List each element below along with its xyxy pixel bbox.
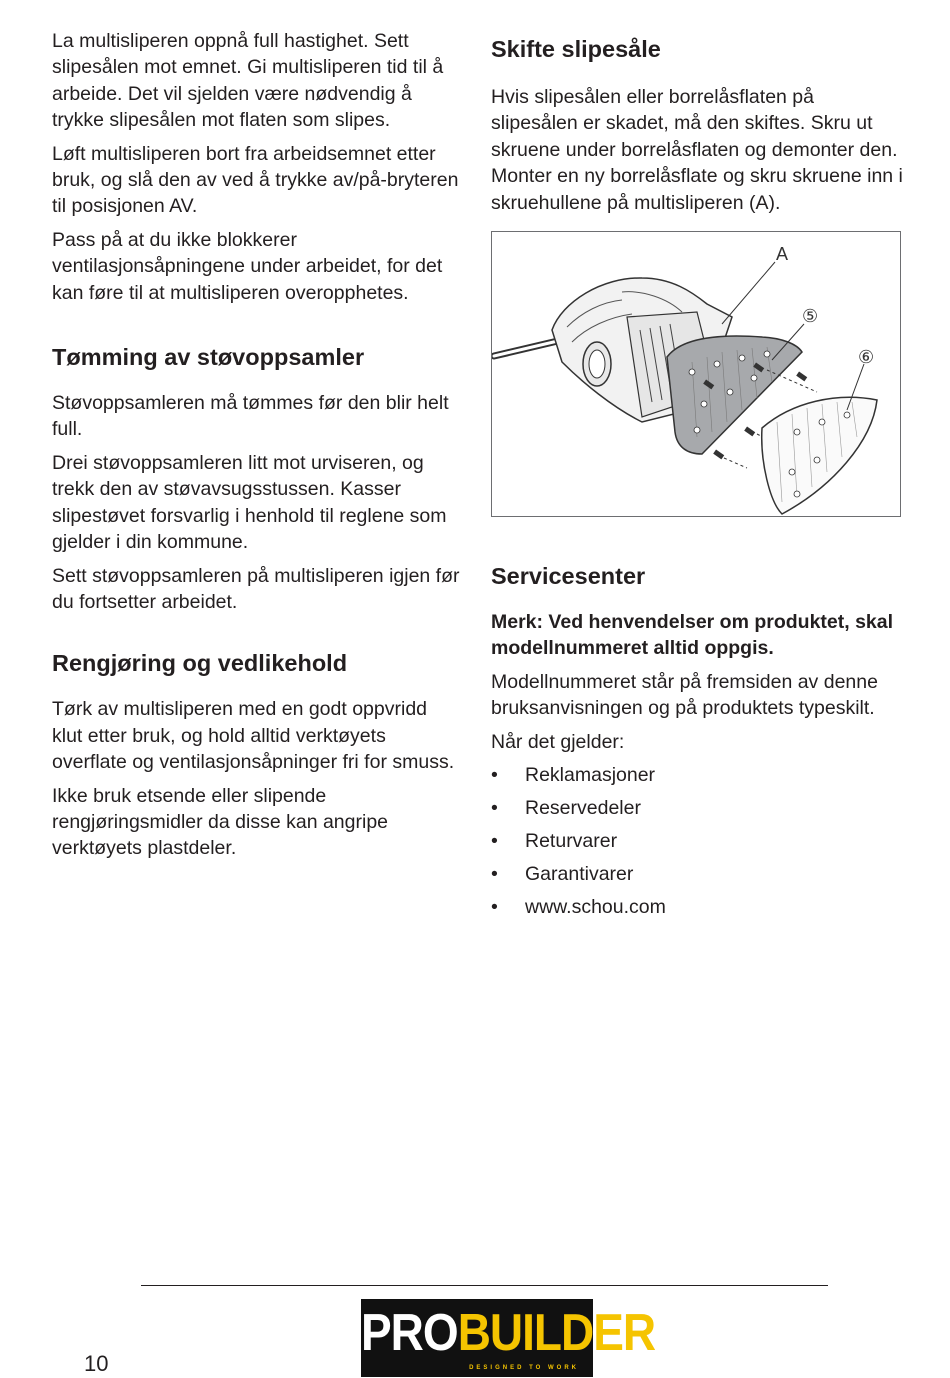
service-list (491, 762, 906, 920)
list-item (491, 828, 906, 854)
bullet: • (491, 896, 498, 919)
dust-paragraph-1: Støvoppsamleren må tømmes før den blir helt full. (52, 392, 449, 441)
intro-paragraph-1: La multisliperen oppnå full hastighet. Sett slipesålen mot emnet. Gi multisliperen tid til å arbeide. Det vil sjelden være nødvendig å trykke slipesålen mot flaten som slipes. (52, 30, 444, 132)
probuilder-logo (361, 1299, 656, 1377)
replace-pad-paragraph: Hvis slipesålen eller borrelåsflaten på slipesålen er skadet, må den skiftes. Skru ut skruene under borrelåsflaten og demonter den. Monter en ny borrelåsflate og skru skruene inn i skruehullene på multisliperen (A). (491, 86, 903, 214)
bullet: • (491, 830, 498, 853)
sander-pad-drawing (492, 232, 902, 518)
list-item-text: Returvarer (525, 830, 618, 853)
intro-paragraph-2: Løft multisliperen bort fra arbeidsemnet etter bruk, og slå den av ved å trykke av/på-bryteren til posisjonen AV. (52, 142, 459, 218)
footer-divider (141, 1285, 828, 1286)
left-column (52, 28, 462, 869)
website-link[interactable]: www.schou.com (525, 896, 666, 919)
right-column (491, 28, 906, 927)
service-center-heading: Servicesenter (491, 563, 646, 590)
bullet: • (491, 863, 498, 886)
replace-pad-heading: Skifte slipesåle (491, 36, 661, 62)
service-list-intro: Når det gjelder: (491, 730, 625, 753)
list-item (491, 795, 906, 821)
list-item (491, 894, 906, 920)
cleaning-heading: Rengjøring og vedlikehold (52, 650, 348, 677)
cleaning-paragraph-1: Tørk av multisliperen med en godt oppvridd klut etter bruk, og hold alltid verktøyets overflate og ventilasjonsåpninger fri for smuss. (52, 698, 455, 774)
logo-wordmark (361, 1302, 656, 1362)
callout-6-label: ⑥ (858, 347, 875, 369)
logo-pro-text: PRO (361, 1302, 458, 1362)
sander-pad-illustration (491, 231, 901, 517)
callout-5-label: ⑤ (802, 306, 819, 328)
bullet: • (491, 797, 498, 820)
bullet: • (491, 764, 498, 787)
list-item-text: Garantivarer (525, 863, 634, 886)
logo-tagline: DESIGNED TO WORK (469, 1365, 579, 1371)
cleaning-paragraph-2: Ikke bruk etsende eller slipende rengjøringsmidler da disse kan angripe verktøyets plastdeler. (52, 784, 389, 860)
logo-builder-text: BUILDER (457, 1302, 656, 1362)
service-note: Merk: Ved henvendelser om produktet, skal modellnummeret alltid oppgis. (491, 611, 894, 660)
service-paragraph: Modellnummeret står på fremsiden av denne bruksanvisningen og på produktets typeskilt. (491, 670, 878, 720)
page-number: 10 (84, 1351, 109, 1376)
dust-paragraph-2: Drei støvoppsamleren litt mot urviseren, og trekk den av støvavsugsstussen. Kasser slipestøvet forsvarlig i henhold til reglene som gjelder i din kommune. (52, 451, 447, 554)
list-item-text: Reservedeler (525, 797, 641, 820)
intro-paragraph-3: Pass på at du ikke blokkerer ventilasjonsåpningene under arbeidet, for det kan føre til at multisliperen overopphetes. (52, 228, 443, 304)
list-item (491, 861, 906, 887)
callout-a-label: A (776, 244, 789, 265)
list-item (491, 762, 906, 788)
dust-collector-heading: Tømming av støvoppsamler (52, 344, 365, 371)
dust-paragraph-3: Sett støvoppsamleren på multisliperen igjen før du fortsetter arbeidet. (52, 564, 460, 613)
list-item-text: Reklamasjoner (525, 764, 656, 787)
